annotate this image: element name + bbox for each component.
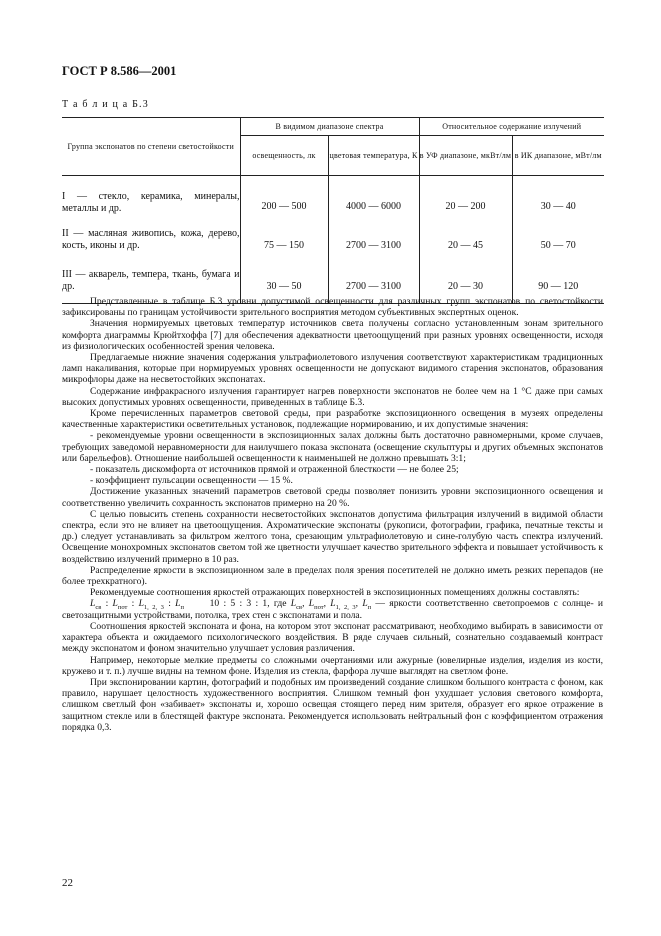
- table-row: [62, 220, 604, 260]
- formula-symbol: L: [308, 598, 315, 610]
- formula-subscript: св: [95, 604, 102, 612]
- col-group-header: Группа экспонатов по степени светостойкости: [62, 118, 240, 176]
- col-uv-header: в УФ диапазоне, мкВт/лм: [419, 136, 512, 176]
- body-text: [62, 296, 603, 733]
- luminance-formula: [62, 598, 603, 620]
- row-ir: 30 — 40: [540, 200, 576, 212]
- formula-dash: —: [375, 598, 386, 610]
- paragraph: Достижение указанных значений параметров световой среды позволяет понизить уровни экспозиционного освещения и соответственно увеличить сохранность экспонатов примерно на 20 %.: [62, 486, 603, 509]
- paragraph: Значения нормируемых цветовых температур источников света получены согласно установленным зонам зрительного комфорта диаграммы Крюйтхоффа [7] для обеспечения адекватности цветоощущений при разных уровнях освещенности, исходя из физиологических особенностей зрения человека.: [62, 318, 603, 352]
- row-temp: 4000 — 6000: [328, 176, 419, 220]
- table-caption: Т а б л и ц а Б.3: [62, 99, 149, 110]
- lighting-table: [62, 117, 604, 304]
- paragraph: При экспонировании картин, фотографий и подобных им произведений создание слишком большого контраста с фоном, как правило, нарушает целостность художественного восприятия. Слишком темный фон ухудшает условия светового комфорта, слишком светлый фон «забивает» экспонаты и, хорошо освещая стоящего перед ним зрителя, образует его яркое отражение в защитном стекле или в блестящей фактуре экспоната. Рекомендуется использовать нейтральный фон с коэффициентом отражения порядка 0,3.: [62, 676, 603, 733]
- formula-symbol: L: [90, 598, 96, 610]
- formula-separator: :: [127, 598, 139, 610]
- row-group-name: III — акварель, темпера, ткань, бумага и др.: [62, 260, 240, 304]
- paragraph: С целью повысить степень сохранности несветостойких экспонатов допустима фильтрация излучений в видимой области спектра, если это не влияет на цветоощущения. Ахроматические экспонаты (рукописи, фотографии, графика, печатные тексты и др.) следует устанавливать за фильтром желтого тона, срезающим ультрафиолетовую и сине-голубую часть спектра излучений. Освещение монохромных экспонатов светом той же цветности улучшает качество зрительного эффекта и повышает устойчивость к воздействию излучений примерно в 10 раз.: [62, 508, 603, 565]
- paragraph: Кроме перечисленных параметров световой среды, при разработке экспозиционного освещения в музеях определены качественные характеристики осветительных установок, подлежащие нормированию, и их допустимые значения:: [62, 408, 603, 431]
- paragraph: Рекомендуемые соотношения яркостей отражающих поверхностей в экспозиционных помещениях должны составлять:: [90, 587, 580, 599]
- formula-description: яркости соответственно светопроемов с солнце- и светозащитными устройствами, потолка, трех стен с экспонатами и пола.: [62, 598, 604, 621]
- formula-symbol: L: [138, 598, 144, 610]
- formula-separator: :: [101, 598, 113, 610]
- row-uv: 20 — 30: [419, 260, 512, 304]
- row-ir: 50 — 70: [540, 239, 576, 251]
- row-uv: 20 — 200: [419, 176, 512, 220]
- row-illum: 75 — 150: [240, 220, 328, 260]
- formula-symbol: L: [112, 598, 118, 610]
- col-illum-header: освещенность, лк: [240, 136, 328, 176]
- formula-comma: ,: [323, 598, 326, 610]
- formula-subscript: п: [367, 604, 372, 612]
- page-number: 22: [62, 877, 73, 889]
- paragraph: Соотношения яркостей экспоната и фона, на котором этот экспонат рассматривают, необходимо выбирать в зависимости от характера объекта и ожидаемого психологического воздействия. В ряде случаев сильный, сознательно создаваемый контраст между экспонатом и фоном значительно улучшает условия различения.: [62, 620, 603, 655]
- paragraph: Представленные в таблице Б.3 уровни допустимой освещенности для различных групп экспонатов по светостойкости зафиксированы по границам устойчивости зрительного восприятия методом субъективных экспертных оценок.: [62, 296, 603, 319]
- formula-subscript: п: [180, 604, 184, 612]
- formula-comma: ,: [355, 598, 359, 610]
- list-item: - показатель дискомфорта от источников прямой и отраженной блесткости — не более 25;: [90, 464, 459, 476]
- formula-symbol: L: [330, 598, 336, 610]
- col-visible-header: В видимом диапазоне спектра: [240, 118, 419, 136]
- row-illum: 30 — 50: [240, 260, 328, 304]
- paragraph: Содержание инфракрасного излучения гарантирует нагрев поверхности экспонатов не более чем на 1 °С даже при самых высоких допустимых уровнях освещенности, приведенных в таблице Б.3.: [62, 385, 603, 408]
- formula-subscript: 1, 2, 3: [143, 604, 164, 612]
- paragraph: Например, некоторые мелкие предметы со сложными очертаниями или ажурные (ювелирные изделия, изделия из кости, кружево и т. п.) лучше видны на темном фоне. Изделия из стекла, фарфора лучше выглядят на светлом фоне.: [62, 654, 603, 677]
- formula-symbol: L: [362, 598, 368, 610]
- col-relative-header: Относительное содержание излучений: [419, 118, 604, 136]
- formula-subscript: пот: [117, 604, 128, 612]
- document-header: ГОСТ Р 8.586—2001: [62, 64, 177, 78]
- list-item: - рекомендуемые уровни освещенности в экспозиционных залах должны быть достаточно равномерными, кроме случаев, требующих заведомой неравномерности для наилучшего показа экспоната (освещение скульптуры и других объемных экспонатов или барельефов). Отношение наибольшей освещенности к наименьшей не должно превышать 3:1;: [62, 430, 603, 464]
- formula-separator: :: [163, 598, 176, 610]
- row-ir: 90 — 120: [538, 281, 579, 293]
- formula-subscript: св: [296, 604, 303, 612]
- row-group-name: II — масляная живопись, кожа, дерево, кость, иконы и др.: [62, 220, 240, 260]
- col-ir-header: в ИК диапазоне, мВт/лм: [512, 136, 604, 176]
- paragraph: Распределение яркости в экспозиционном зале в пределах поля зрения посетителей не должно иметь резких перепадов (не более трехкратного).: [62, 564, 603, 588]
- row-temp: 2700 — 3100: [328, 260, 419, 304]
- formula-subscript: 1, 2, 3: [335, 604, 356, 612]
- formula-symbol: L: [175, 598, 181, 610]
- paragraph: Предлагаемые нижние значения содержания ультрафиолетового излучения соответствуют характеристикам традиционных ламп накаливания, которые при нормируемых уровнях освещенности не допускают видимого старения экспонатов, образования микрофлоры даже на несветостойких экспонатах.: [62, 352, 603, 386]
- col-temp-header: цветовая температура, К: [328, 136, 419, 176]
- row-group-name: I — стекло, керамика, минералы, металлы и др.: [62, 176, 240, 220]
- row-uv: 20 — 45: [419, 220, 512, 260]
- formula-symbol: L: [290, 598, 297, 610]
- formula-comma: ,: [302, 598, 305, 610]
- row-temp: 2700 — 3100: [328, 220, 419, 260]
- row-illum: 200 — 500: [240, 176, 328, 220]
- formula-subscript: пот: [314, 604, 324, 612]
- list-item: - коэффициент пульсации освещенности — 15 %.: [90, 475, 293, 487]
- table-row: [62, 176, 604, 220]
- formula-ratio: 10 : 5 : 3 : 1, где: [209, 598, 287, 610]
